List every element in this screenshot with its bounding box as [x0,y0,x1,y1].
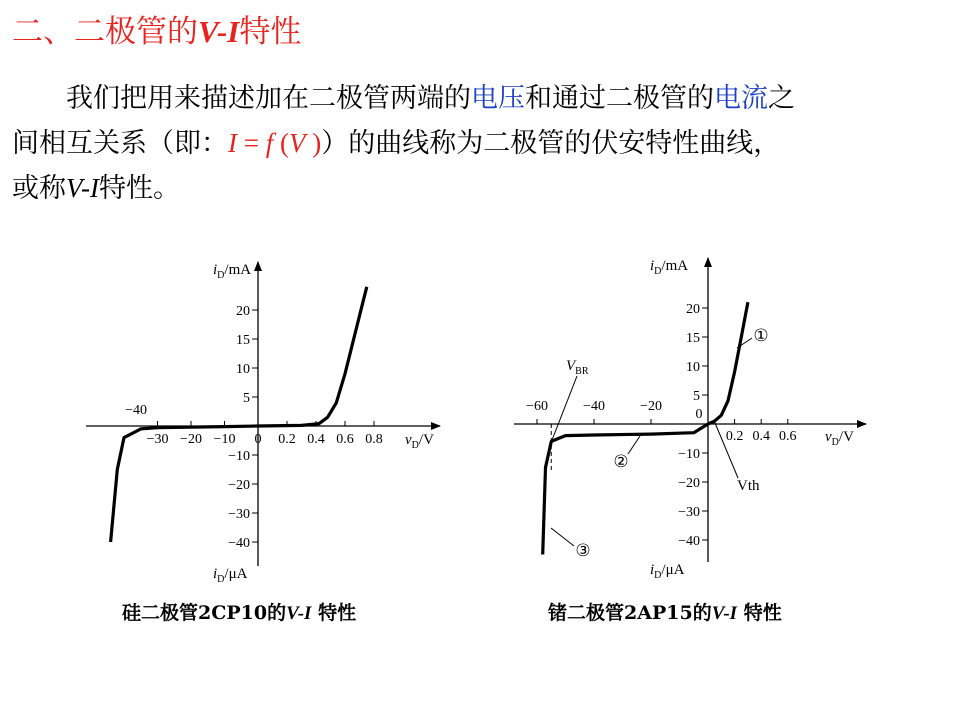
y-axis-label-pos: $i_D/mA$ [650,258,689,277]
origin-label: 0 [254,432,262,447]
y-tick-label: −10 [678,447,700,462]
y-tick-label: −30 [228,507,250,522]
caption-prefix: 锗二极管2AP15的 [548,602,712,624]
voltage-term: 电压 [471,83,525,114]
formula-i: I [228,128,237,158]
forward-curve [258,287,367,426]
marker-2-leader [628,436,640,454]
y-tick-label: −20 [678,476,700,491]
x-tick-label: 0.6 [779,429,797,444]
y-tick-label: 20 [236,304,250,319]
vi-term: V-I [66,173,99,203]
text: ）的曲线称为二极管的伏安特性曲线， [321,128,781,159]
y-tick-label: 15 [236,333,250,348]
x-tick-label: 0.4 [307,432,325,447]
y-axis-label-neg: $i_D/\mu A$ [213,566,248,585]
x-tick-label: −60 [526,399,548,414]
text: 或称 [12,173,66,204]
vbr-leader [551,376,577,442]
y-tick-label: −10 [228,449,250,464]
x-tick-label: −30 [146,432,169,447]
y-tick-label: 20 [686,302,700,317]
x-tick-label: 0.8 [365,432,383,447]
breakdown-label: −40 [125,403,147,418]
formula-f: f [265,128,274,158]
x-tick-label: −20 [180,432,202,447]
x-tick-label: −40 [583,399,605,414]
x-tick-label: 0.6 [336,432,354,447]
germanium-chart [514,258,866,581]
marker-1: ① [753,326,769,345]
formula-rparen: ) [305,128,322,158]
title-suffix: 特性 [239,14,302,50]
x-tick-label: 0.2 [725,429,744,444]
vbr-label: $V_{BR}$ [566,358,589,377]
title-prefix: 二、二极管的 [12,14,198,50]
x-tick-label: −20 [640,399,662,414]
marker-3-leader [551,528,574,546]
y-tick-label: −20 [228,478,250,493]
x-tick-label: 0.4 [752,429,770,444]
text: 和通过二极管的 [525,83,714,114]
formula-v: V [289,128,306,158]
formula-lparen: ( [273,128,289,158]
y-axis-label-pos: $i_D/mA$ [213,262,252,281]
text: 之 [768,83,795,114]
caption-silicon [122,598,356,625]
y-tick-label: −40 [228,536,250,551]
x-tick-label: 0.2 [278,432,296,447]
y-tick-label: 10 [236,362,250,377]
caption-vi: V-I [286,603,312,624]
y-axis-label-neg: $i_D/\mu A$ [650,562,685,581]
x-axis-label: $v_D/V$ [825,429,854,448]
y-tick-label: 5 [693,389,700,404]
caption-vi: V-I [711,603,738,624]
y-tick-label: 5 [243,391,250,406]
text: 特性。 [99,173,180,204]
current-term: 电流 [714,83,768,114]
title-vi: V-I [198,14,240,49]
marker-3: ③ [575,541,591,560]
caption-suffix: 特性 [318,602,357,624]
x-tick-label: −10 [213,432,236,447]
x-axis-label: $v_D/V$ [405,432,434,451]
vth-label: Vth [737,478,760,494]
y-tick-label: −30 [678,505,700,520]
marker-2: ② [613,452,629,471]
origin-label: 0 [695,407,703,422]
text: 间相互关系（即： [12,128,228,159]
y-tick-label: 15 [686,331,700,346]
caption-suffix: 特性 [743,602,782,624]
forward-curve [708,302,748,424]
formula-eq: = [237,128,266,158]
silicon-chart [86,262,440,585]
caption-germanium [548,598,782,625]
y-tick-label: −40 [678,534,700,549]
text: 我们把用来描述加在二极管两端的 [66,83,471,114]
caption-prefix: 硅二极管2CP10的 [122,602,287,624]
y-tick-label: 10 [686,360,700,375]
